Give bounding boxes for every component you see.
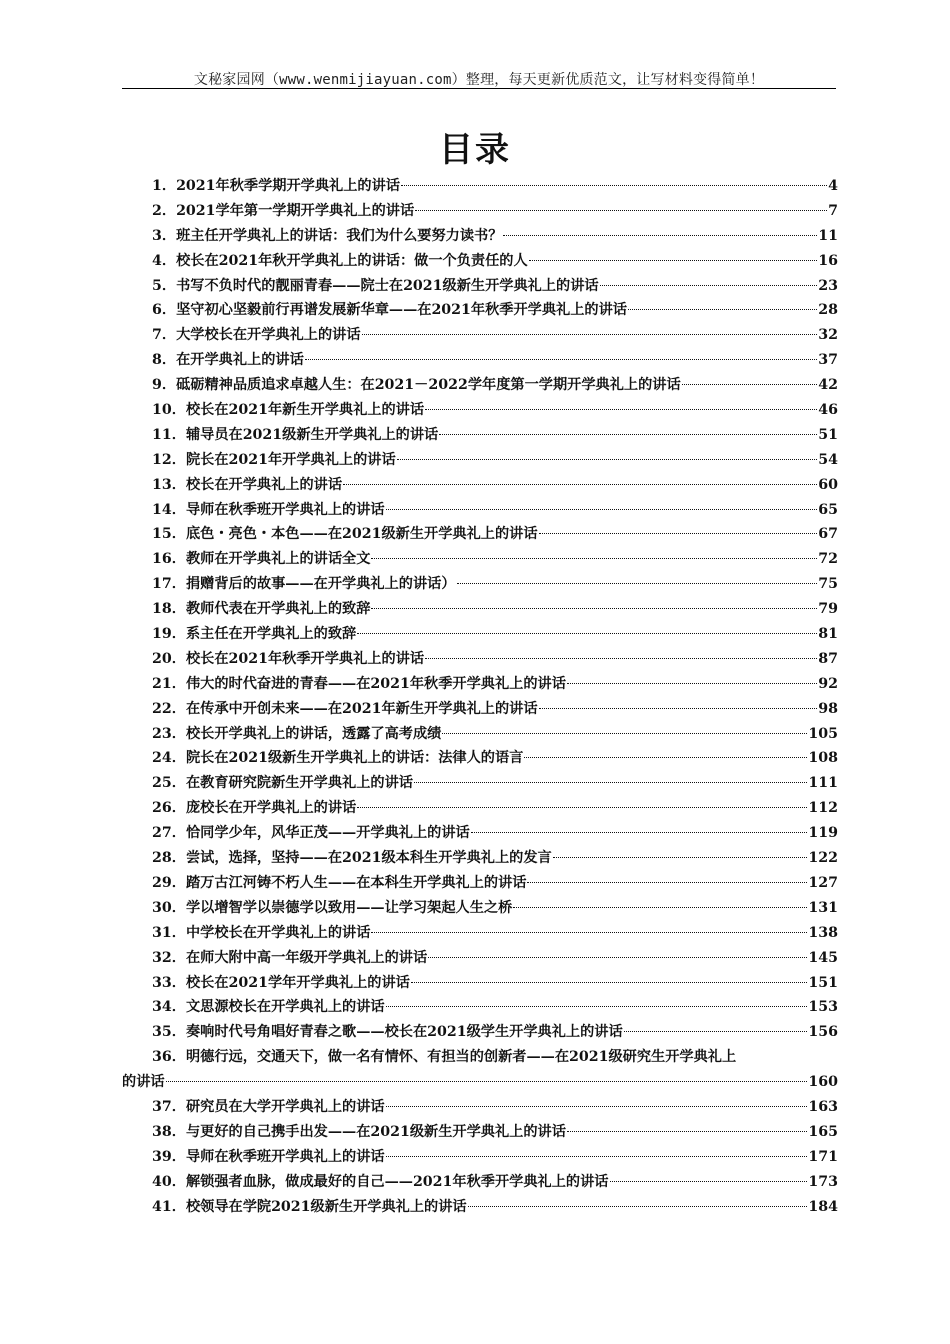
dot-leader [414, 778, 807, 783]
toc-page-number: 75 [818, 576, 838, 593]
toc-page-number: 138 [808, 924, 838, 941]
toc-page-number: 156 [808, 1024, 838, 1041]
toc-entry-number: 11． [152, 426, 186, 443]
page-title: 目录 [439, 130, 511, 170]
table-of-contents [122, 175, 838, 1220]
toc-entry[interactable] [122, 922, 838, 947]
toc-page-number: 151 [808, 974, 838, 991]
toc-entry-number: 18． [152, 601, 186, 618]
toc-entry[interactable] [122, 299, 838, 324]
toc-entry-number: 35． [152, 1024, 186, 1041]
toc-entry[interactable] [122, 424, 838, 449]
toc-entry-title[interactable]: 在教育研究院新生开学典礼上的讲话 [185, 775, 413, 792]
toc-entry[interactable] [122, 1196, 838, 1221]
toc-entry-number: 27． [152, 825, 186, 842]
toc-entry-title[interactable]: 2021年秋季学期开学典礼上的讲话 [176, 178, 400, 194]
toc-entry-number: 31． [152, 924, 186, 941]
dot-leader [457, 579, 818, 584]
dot-leader [357, 803, 807, 808]
toc-entry-number: 26． [152, 800, 186, 817]
toc-entry-title[interactable]: 在传承中开创未来——在2021年新生开学典礼上的讲话 [185, 700, 538, 717]
toc-page-number: 23 [818, 277, 838, 294]
toc-entry[interactable] [122, 349, 838, 374]
toc-page-number: 60 [818, 476, 838, 493]
toc-page-number: 79 [818, 601, 838, 618]
toc-entry-title[interactable]: 校长在2021学年开学典礼上的讲话 [185, 974, 410, 991]
toc-page-number: 131 [808, 899, 838, 916]
toc-page-number: 51 [818, 426, 838, 443]
toc-entry[interactable] [122, 573, 838, 598]
toc-entry-title[interactable]: 明德行远，交通天下，做一名有情怀、有担当的创新者——在2021级研究生开学典礼上 [185, 1049, 737, 1066]
toc-entry-title[interactable]: 校长在2021年新生开学典礼上的讲话 [185, 402, 425, 419]
dot-leader [425, 654, 817, 659]
dot-leader [682, 380, 818, 385]
toc-entry-number: 4． [152, 252, 177, 269]
toc-entry-title[interactable]: 学以增智学以崇德学以致用——让学习架起人生之桥 [185, 899, 513, 916]
toc-page-number: 81 [818, 626, 838, 643]
toc-page-number: 11 [818, 227, 838, 244]
toc-entry-number: 12． [152, 451, 186, 468]
dot-leader [371, 554, 817, 559]
toc-entry-title[interactable]: 院长在2021年开学典礼上的讲话 [185, 451, 396, 468]
toc-entry-number: 14． [152, 501, 186, 518]
toc-page-number: 28 [818, 302, 838, 319]
toc-entry-number: 40． [152, 1173, 186, 1190]
dot-leader [305, 355, 817, 360]
dot-leader [386, 505, 818, 510]
dot-leader [527, 878, 807, 883]
toc-page-number: 67 [818, 526, 838, 543]
toc-page-number: 105 [808, 725, 838, 742]
dot-leader [371, 604, 817, 609]
toc-entry-title[interactable]: 奏响时代号角唱好青春之歌——校长在2021级学生开学典礼上的讲话 [185, 1024, 623, 1041]
toc-entry-number: 39． [152, 1148, 186, 1165]
toc-page-number: 98 [818, 700, 838, 717]
dot-leader [628, 305, 817, 310]
toc-entry-number: 34． [152, 999, 186, 1016]
toc-entry[interactable] [122, 772, 838, 797]
toc-entry-number: 1． [152, 178, 177, 194]
dot-leader [439, 430, 817, 435]
toc-entry-title[interactable]: 校长在2021年秋开学典礼上的讲话：做一个负责任的人 [176, 252, 528, 269]
toc-entry-number: 7． [152, 327, 177, 344]
toc-entry-number: 37． [152, 1098, 186, 1115]
toc-entry-number: 23． [152, 725, 186, 742]
toc-entry-number: 6． [152, 302, 177, 319]
toc-entry-title[interactable]: 教师代表在开学典礼上的致辞 [185, 601, 371, 618]
page-header: 文秘家园网（www.wenmijiayuan.com）整理，每天更新优质范文，让写材料变得简单！ [193, 72, 765, 88]
dot-leader [425, 405, 817, 410]
toc-entry-title[interactable]: 研究员在大学开学典礼上的讲话 [185, 1098, 385, 1115]
dot-leader [428, 953, 807, 958]
toc-entry-title-continued[interactable]: 的讲话 [122, 1074, 165, 1091]
toc-entry[interactable] [122, 1121, 838, 1146]
toc-entry-title[interactable]: 在师大附中高一年级开学典礼上的讲话 [185, 949, 428, 966]
dot-leader [442, 729, 807, 734]
dot-leader [471, 828, 808, 833]
toc-page-number: 42 [818, 377, 838, 394]
toc-entry-title[interactable]: 校长开学典礼上的讲话，透露了高考成绩 [185, 725, 442, 742]
toc-entry[interactable] [122, 275, 838, 300]
toc-page-number: 163 [808, 1098, 838, 1115]
toc-entry-title[interactable]: 文思源校长在开学典礼上的讲话 [185, 999, 385, 1016]
toc-page-number: 165 [808, 1123, 838, 1140]
toc-entry-title[interactable]: 坚守初心坚毅前行再谱发展新华章——在2021年秋季开学典礼上的讲话 [176, 302, 627, 319]
toc-entry-number: 8． [152, 352, 177, 369]
toc-entry[interactable] [122, 399, 838, 424]
toc-entry[interactable] [122, 972, 838, 997]
toc-page-number: 173 [808, 1173, 838, 1190]
toc-entry-number: 17． [152, 576, 186, 593]
toc-entry[interactable] [122, 374, 838, 399]
toc-entry-title[interactable]: 捐赠背后的故事——在开学典礼上的讲话） [185, 576, 456, 593]
toc-entry-title[interactable]: 辅导员在2021级新生开学典礼上的讲话 [185, 426, 439, 443]
dot-leader [386, 1152, 808, 1157]
toc-entry-number: 9． [152, 377, 177, 394]
toc-entry-number: 28． [152, 850, 186, 867]
toc-entry[interactable] [122, 996, 838, 1021]
toc-page-number: 4 [828, 178, 838, 194]
toc-entry-number: 13． [152, 476, 186, 493]
toc-page-number: 122 [808, 850, 838, 867]
dot-leader [357, 629, 817, 634]
toc-entry[interactable] [122, 897, 838, 922]
toc-entry-title[interactable]: 系主任在开学典礼上的致辞 [185, 626, 357, 643]
toc-entry-title[interactable]: 导师在秋季班开学典礼上的讲话 [185, 1148, 385, 1165]
toc-entry-title[interactable]: 底色・亮色・本色——在2021级新生开学典礼上的讲话 [185, 526, 538, 543]
toc-entry[interactable] [122, 548, 838, 573]
toc-page-number: 171 [808, 1148, 838, 1165]
toc-entry-number: 22． [152, 700, 186, 717]
toc-entry[interactable] [122, 523, 838, 548]
toc-entry-number: 38． [152, 1123, 186, 1140]
toc-entry[interactable] [122, 1046, 838, 1071]
toc-page-number: 111 [808, 775, 838, 792]
dot-leader [343, 480, 817, 485]
dot-leader [386, 1002, 808, 1007]
toc-entry[interactable] [122, 1171, 838, 1196]
toc-entry-number: 41． [152, 1198, 186, 1215]
toc-entry-title[interactable]: 在开学典礼上的讲话 [176, 352, 304, 369]
toc-page-number: 16 [818, 252, 838, 269]
dot-leader [166, 1077, 808, 1082]
dot-leader [624, 1027, 808, 1032]
toc-entry[interactable] [122, 797, 838, 822]
toc-entry-number: 21． [152, 675, 186, 692]
toc-entry-title[interactable]: 尝试，选择，坚持——在2021级本科生开学典礼上的发言 [185, 850, 552, 867]
toc-entry-title[interactable]: 院长在2021级新生开学典礼上的讲话：法律人的语言 [185, 750, 524, 767]
dot-leader [529, 256, 818, 261]
dot-leader [401, 181, 827, 186]
toc-entry-number: 25． [152, 775, 186, 792]
toc-entry-number: 5． [152, 277, 177, 294]
toc-entry-title[interactable]: 庞校长在开学典礼上的讲话 [185, 800, 357, 817]
toc-page-number: 32 [818, 327, 838, 344]
toc-entry-title[interactable]: 砥砺精神品质追求卓越人生：在2021－2022学年度第一学期开学典礼上的讲话 [176, 377, 681, 394]
toc-entry[interactable] [122, 698, 838, 723]
toc-entry-number: 30． [152, 899, 186, 916]
toc-entry[interactable] [122, 648, 838, 673]
dot-leader [371, 928, 807, 933]
toc-entry[interactable] [122, 1021, 838, 1046]
dot-leader [503, 231, 817, 236]
toc-entry-number: 3． [152, 227, 177, 244]
toc-entry-number: 36． [152, 1049, 186, 1066]
toc-page-number: 112 [808, 800, 838, 817]
dot-leader [386, 1102, 808, 1107]
toc-entry-title[interactable]: 2021学年第一学期开学典礼上的讲话 [176, 202, 415, 219]
toc-page-number: 119 [808, 825, 838, 842]
dot-leader [567, 1127, 807, 1132]
toc-page-number: 37 [818, 352, 838, 369]
toc-entry-title[interactable]: 导师在秋季班开学典礼上的讲话 [185, 501, 385, 518]
toc-entry[interactable] [122, 872, 838, 897]
dot-leader [468, 1202, 808, 1207]
toc-entry-title[interactable]: 校领导在学院2021级新生开学典礼上的讲话 [185, 1198, 467, 1215]
toc-page-number: 153 [808, 999, 838, 1016]
toc-entry[interactable] [122, 747, 838, 772]
dot-leader [415, 206, 827, 211]
toc-entry[interactable] [122, 947, 838, 972]
toc-entry-title[interactable]: 解锁强者血脉，做成最好的自己——2021年秋季开学典礼上的讲话 [185, 1173, 609, 1190]
toc-page-number: 160 [808, 1074, 838, 1091]
toc-entry-number: 19． [152, 626, 186, 643]
toc-page-number: 127 [808, 874, 838, 891]
header-divider [122, 88, 836, 89]
toc-page-number: 65 [818, 501, 838, 518]
toc-entry[interactable] [122, 200, 838, 225]
toc-entry-title[interactable]: 大学校长在开学典礼上的讲话 [176, 327, 361, 344]
toc-entry-continuation[interactable] [122, 1071, 838, 1096]
toc-entry[interactable] [122, 499, 838, 524]
toc-page-number: 87 [818, 650, 838, 667]
toc-entry-number: 32． [152, 949, 186, 966]
dot-leader [553, 853, 808, 858]
toc-page-number: 46 [818, 402, 838, 419]
toc-entry[interactable] [122, 1146, 838, 1171]
toc-entry-title[interactable]: 踏万古江河铸不朽人生——在本科生开学典礼上的讲话 [185, 874, 527, 891]
dot-leader [513, 903, 807, 908]
toc-entry[interactable] [122, 449, 838, 474]
toc-page-number: 7 [828, 202, 838, 219]
dot-leader [539, 529, 818, 534]
dot-leader [539, 704, 818, 709]
toc-entry[interactable] [122, 225, 838, 250]
toc-entry-number: 2． [152, 202, 177, 219]
toc-entry[interactable] [122, 598, 838, 623]
dot-leader [567, 679, 817, 684]
toc-page-number: 72 [818, 551, 838, 568]
toc-entry-title[interactable]: 书写不负时代的靓丽青春——院士在2021级新生开学典礼上的讲话 [176, 277, 599, 294]
toc-entry[interactable] [122, 723, 838, 748]
toc-entry-title[interactable]: 教师在开学典礼上的讲话全文 [185, 551, 371, 568]
dot-leader [411, 978, 808, 983]
toc-entry-number: 10． [152, 402, 186, 419]
toc-entry-title[interactable]: 伟大的时代奋进的青春——在2021年秋季开学典礼上的讲话 [185, 675, 566, 692]
toc-entry-title[interactable]: 与更好的自己携手出发——在2021级新生开学典礼上的讲话 [185, 1123, 566, 1140]
dot-leader [600, 281, 818, 286]
toc-entry[interactable] [122, 673, 838, 698]
toc-entry-title[interactable]: 恰同学少年，风华正茂——开学典礼上的讲话 [185, 825, 470, 842]
toc-entry[interactable] [122, 474, 838, 499]
toc-entry[interactable] [122, 250, 838, 275]
toc-page-number: 54 [818, 451, 838, 468]
toc-entry-number: 15． [152, 526, 186, 543]
toc-entry-number: 29． [152, 874, 186, 891]
dot-leader [610, 1177, 808, 1182]
toc-entry-number: 24． [152, 750, 186, 767]
dot-leader [524, 753, 807, 758]
toc-entry-title[interactable]: 班主任开学典礼上的讲话：我们为什么要努力读书？ [176, 227, 503, 244]
toc-page-number: 108 [808, 750, 838, 767]
dot-leader [362, 330, 818, 335]
dot-leader [397, 455, 818, 460]
toc-page-number: 92 [818, 675, 838, 692]
toc-entry[interactable] [122, 324, 838, 349]
toc-entry[interactable] [122, 1096, 838, 1121]
toc-entry-title[interactable]: 校长在2021年秋季开学典礼上的讲话 [185, 650, 425, 667]
toc-entry-title[interactable]: 中学校长在开学典礼上的讲话 [185, 924, 371, 941]
toc-page-number: 184 [808, 1198, 838, 1215]
toc-entry[interactable] [122, 847, 838, 872]
toc-entry[interactable] [122, 822, 838, 847]
toc-entry-title[interactable]: 校长在开学典礼上的讲话 [185, 476, 343, 493]
toc-entry[interactable] [122, 175, 838, 200]
toc-page-number: 145 [808, 949, 838, 966]
toc-entry[interactable] [122, 623, 838, 648]
toc-entry-number: 16． [152, 551, 186, 568]
toc-entry-number: 20． [152, 650, 186, 667]
toc-entry-number: 33． [152, 974, 186, 991]
